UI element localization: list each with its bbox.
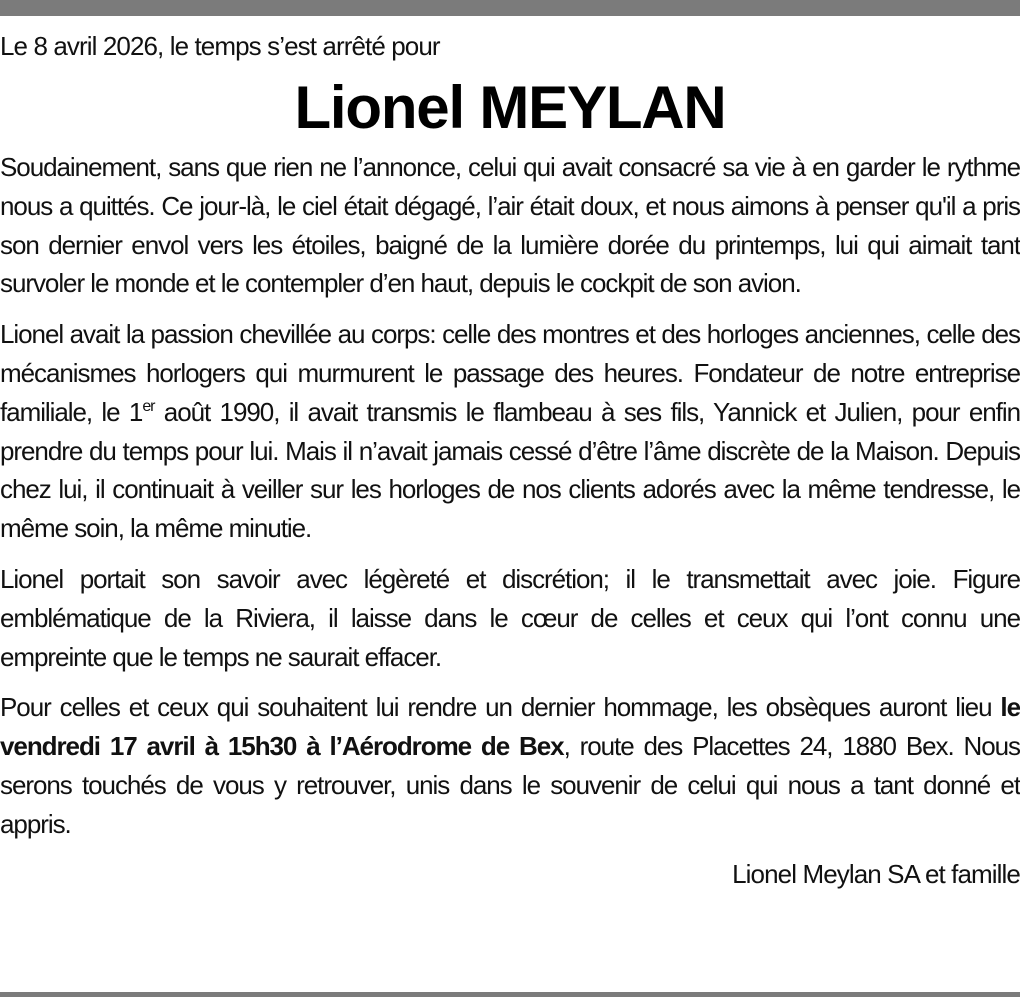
deceased-name: Lionel MEYLAN bbox=[294, 74, 726, 141]
paragraph-4-text-a: Pour celles et ceux qui souhaitent lui rendre un dernier hommage, les obsèques auront lieu bbox=[0, 692, 1001, 723]
paragraph-1: Soudainement, sans que rien ne l’annonce, celui qui avait consacré sa vie à en garder le rythme nous a quittés. Ce jour-là, le ciel était dégagé, l’air était doux, et nous aimons à penser qu'il a pris son dernier envol vers les étoiles, baigné de la lumière dorée du printemps, lui qui aimait tant survoler le monde et le contempler d’en haut, depuis le cockpit de son avion. bbox=[0, 152, 1020, 299]
paragraph-3: Lionel portait son savoir avec légèreté et discrétion; il le transmettait avec joie. Figure emblématique de la Riviera, il laisse dans le cœur de celles et ceux qui l’ont connu une empreinte que le temps ne saurait effacer. bbox=[0, 563, 1020, 672]
paragraph-2-text-a: Lionel avait la passion chevillée au corps: celle des montres et des horloges anciennes, celle des mécanismes horlogers qui murmurent le passage des heures. Fondateur de notre entreprise familiale, le 1 bbox=[0, 319, 1020, 427]
paragraph-4-text-b: , route des Placettes 24, 1880 Bex. Nous serons touchés de vous y retrouver, unis dans le souvenir de celui qui nous a tant donné et appris. bbox=[0, 731, 1020, 839]
obituary-notice bbox=[0, 28, 1020, 892]
bottom-rule bbox=[0, 992, 1020, 997]
ceremony-details: le vendredi 17 avril à 15h30 à l’Aérodrome de Bex bbox=[0, 692, 1020, 762]
signature: Lionel Meylan SA et famille bbox=[732, 858, 1020, 889]
paragraph-2 bbox=[0, 315, 1020, 548]
intro-line: Le 8 avril 2026, le temps s’est arrêté pour bbox=[0, 31, 440, 61]
top-rule bbox=[0, 0, 1020, 16]
ordinal-superscript: er bbox=[142, 397, 155, 415]
paragraph-4 bbox=[0, 688, 1020, 843]
paragraph-2-text-b: août 1990, il avait transmis le flambeau à ses fils, Yannick et Julien, pour enfin prendre du temps pour lui. Mais il n’avait jamais cessé d’être l’âme discrète de la Maison. Depuis chez lui, il continuait à veiller sur les horloges de nos clients adorés avec la même tendresse, le même soin, la même minutie. bbox=[0, 396, 1020, 544]
